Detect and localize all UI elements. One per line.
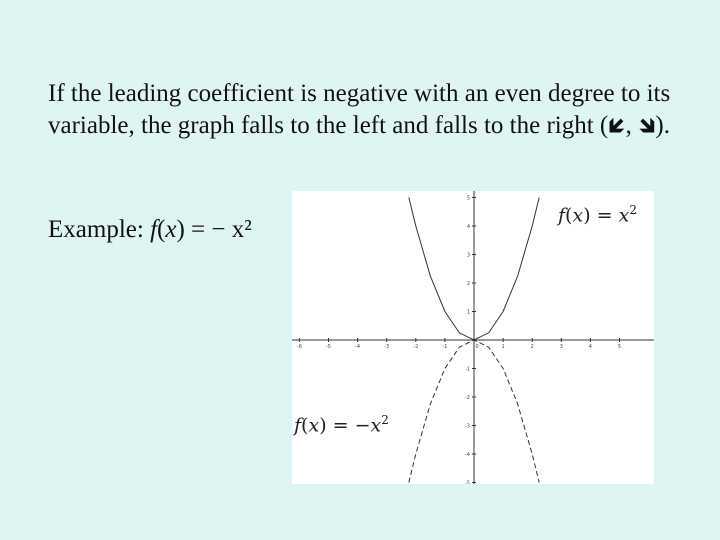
y-tick-label: -1 bbox=[465, 366, 470, 373]
x-tick-label: 0 bbox=[475, 344, 479, 350]
example-line bbox=[48, 214, 252, 246]
y-tick-label: 2 bbox=[466, 281, 470, 287]
example-close: ) = − x² bbox=[176, 216, 252, 243]
y-tick-label: 4 bbox=[466, 224, 470, 230]
x-tick-label: 2 bbox=[530, 344, 534, 350]
example-var: x bbox=[165, 216, 177, 243]
x-tick-label: -2 bbox=[413, 344, 419, 350]
x-tick-label: -4 bbox=[355, 344, 361, 350]
label-positive-parabola: $f(x) = x^2$ bbox=[558, 203, 637, 227]
y-tick-label: -3 bbox=[465, 423, 470, 430]
label-negative-parabola: $f(x) = -x^2$ bbox=[294, 413, 389, 437]
example-fn: f bbox=[150, 216, 158, 243]
y-tick-label: 1 bbox=[466, 309, 470, 316]
parabola-graph bbox=[292, 191, 654, 484]
y-tick-label: 5 bbox=[466, 195, 470, 202]
y-tick-label: 3 bbox=[466, 252, 470, 259]
y-tick-label: -2 bbox=[465, 395, 470, 401]
x-tick-label: 4 bbox=[588, 344, 592, 350]
x-tick-label: 5 bbox=[617, 344, 622, 350]
x-tick-label: 3 bbox=[559, 344, 563, 350]
x-tick-label: -5 bbox=[326, 344, 331, 350]
x-tick-label: -6 bbox=[296, 344, 302, 350]
example-prefix: Example: bbox=[48, 216, 151, 243]
y-tick-label: -4 bbox=[465, 452, 470, 458]
parabola-chart-svg bbox=[292, 191, 654, 484]
slide-paragraph: If the leading coefficient is negative with an even degree to its variable, the graph falls to the left and falls to the right (🡿, 🡾). bbox=[48, 80, 671, 139]
example-open: ( bbox=[157, 216, 166, 243]
y-tick-label: -5 bbox=[465, 480, 470, 484]
x-tick-label: 1 bbox=[501, 344, 505, 350]
x-tick-label: -1 bbox=[442, 344, 448, 350]
x-tick-label: -3 bbox=[384, 344, 390, 350]
